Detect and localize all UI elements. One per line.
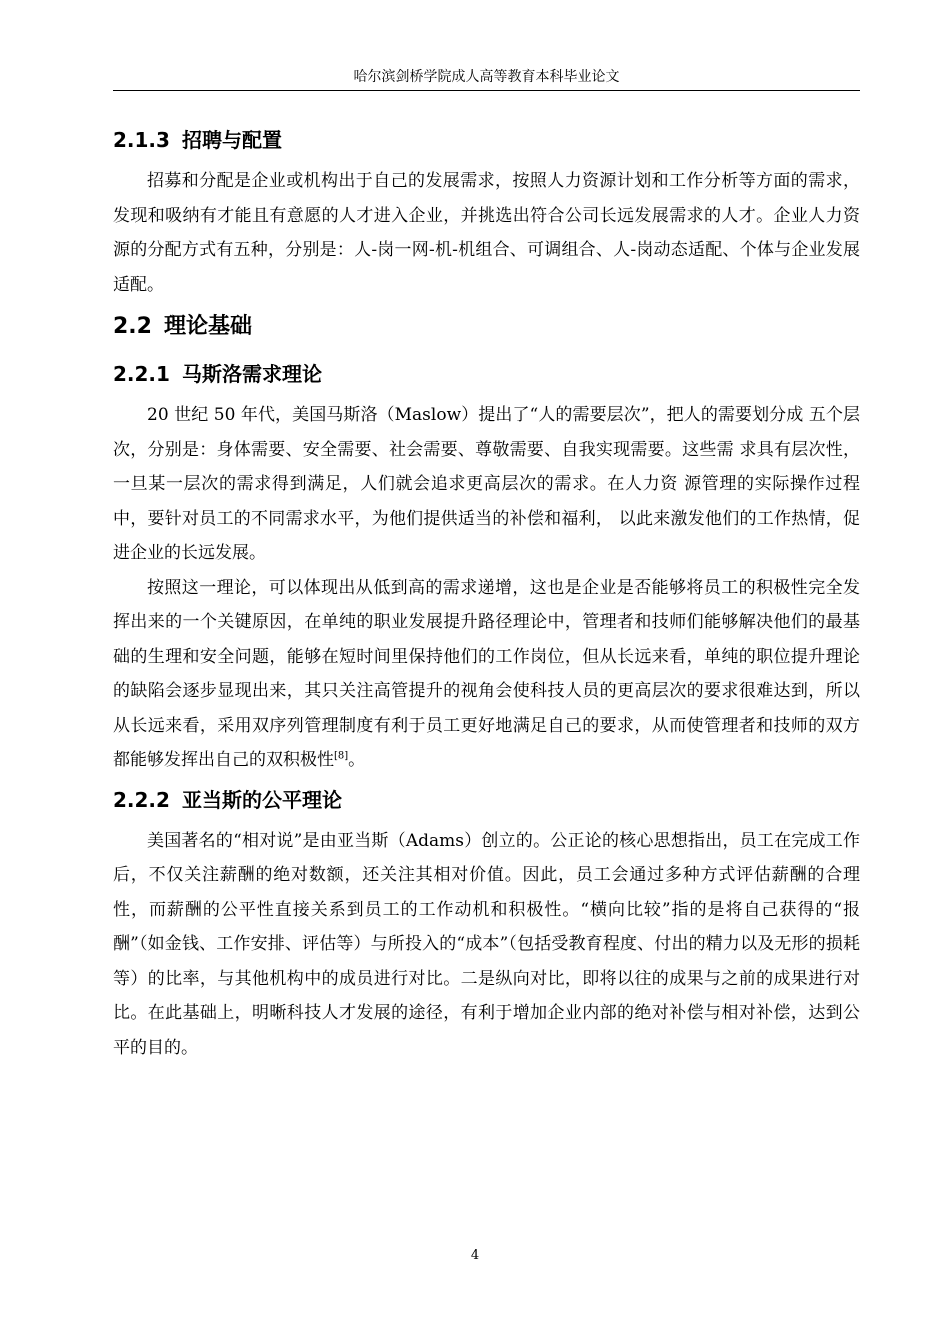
paragraph: 美国著名的“相对说”是由亚当斯（Adams）创立的。公正论的核心思想指出，员工在完成工作后，不仅关注薪酬的绝对数额，还关注其相对价值。因此，员工会通过多种方式评估薪酬的合理性，而薪酬的公平性直接关系到员工的工作动机和积极性。“横向比较”指的是将自己获得的“报酬”（如金钱、工作安排、评估等）与所投入的“成本”（包括受教育程度、付出的精力以及无形的损耗等）的比率，与其他机构中的成员进行对比。二是纵向对比，即将以往的成果与之前的成果进行对比。在此基础上，明晰科技人才发展的途径，有利于增加企业内部的绝对补偿与相对补偿，达到公平的目的。 (113, 830, 860, 1058)
section-number: 2.1.3 (113, 128, 170, 152)
citation-reference: [8] (334, 750, 349, 762)
section-number: 2.2.2 (113, 787, 170, 812)
header-divider (113, 90, 860, 91)
page-content (113, 120, 860, 1065)
section-heading-2-2 (113, 304, 860, 350)
section-heading-2-1-3 (113, 120, 860, 160)
section-title: 马斯洛需求理论 (181, 362, 322, 386)
section-title: 招聘与配置 (181, 128, 282, 152)
section-title: 理论基础 (163, 314, 252, 339)
page-header: 哈尔滨剑桥学院成人高等教育本科毕业论文 (353, 69, 620, 85)
paragraph: 20 世纪 50 年代，美国马斯洛（Maslow）提出了“人的需要层次”，把人的需要划分成 五个层次，分别是：身体需要、安全需要、社会需要、尊敬需要、自我实现需要。这些需 求具有层次性，一旦某一层次的需求得到满足，人们就会追求更高层次的需求。在人力资 源管理的实际操作过程中，要针对员工的不同需求水平，为他们提供适当的补偿和福利， 以此来激发他们的工作热情，促进企业的长远发展。 (113, 405, 860, 563)
section-number: 2.2 (113, 314, 152, 339)
section-title: 亚当斯的公平理论 (181, 787, 342, 812)
paragraph (113, 571, 860, 778)
section-number: 2.2.1 (113, 362, 170, 386)
paragraph-end: 。 (348, 750, 366, 770)
paragraph: 招募和分配是企业或机构出于自己的发展需求，按照人力资源计划和工作分析等方面的需求，发现和吸纳有才能且有意愿的人才进入企业，并挑选出符合公司长远发展需求的人才。企业人力资源的分配方式有五种，分别是：人-岗一网-机-机组合、可调组合、人-岗动态适配、个体与企业发展适配。 (113, 171, 860, 295)
page-number: 4 (470, 1248, 480, 1263)
paragraph-text: 按照这一理论，可以体现出从低到高的需求递增，这也是企业是否能够将员工的积极性完全发挥出来的一个关键原因，在单纯的职业发展提升路径理论中，管理者和技师们能够解决他们的最基础的生理和安全问题，能够在短时间里保持他们的工作岗位，但从长远来看，单纯的职位提升理论的缺陷会逐步显现出来，其只关注高管提升的视角会使科技人员的更高层次的要求很难达到，所以从长远来看，采用双序列管理制度有利于员工更好地满足自己的要求，从而使管理者和技师的双方都能够发挥出自己的双积极性 (113, 577, 860, 770)
section-heading-2-2-1 (113, 354, 860, 394)
section-heading-2-2-2 (113, 780, 860, 820)
